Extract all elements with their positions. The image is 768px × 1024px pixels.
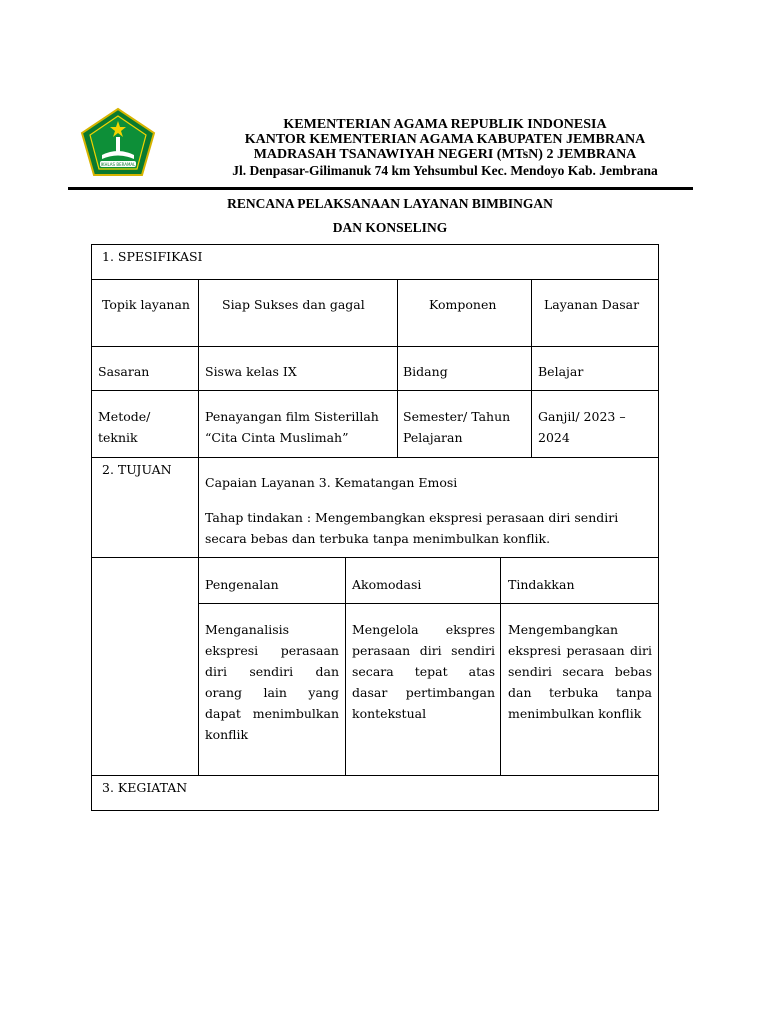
school-address: Jl. Denpasar-Gilimanuk 74 km Yehsumbul Kec. Mendoyo Kab. Jembrana [232,163,658,178]
metode-value: Penayangan film Sisterillah “Cita Cinta Muslimah” [205,409,379,445]
tujuan-heading: 2. TUJUAN [102,462,172,477]
semester-value: Ganjil/ 2023 – 2024 [538,409,626,445]
ministry-name: KEMENTERIAN AGAMA REPUBLIK INDONESIA [283,117,607,132]
sasaran-value: Siswa kelas IX [205,364,297,379]
kegiatan-heading: 3. KEGIATAN [102,780,188,795]
column-tindakkan: Tindakkan [508,577,575,592]
topik-value: Siap Sukses dan gagal [222,297,365,312]
capaian-layanan: Capaian Layanan 3. Kematangan Emosi [205,475,458,490]
office-name: KANTOR KEMENTERIAN AGAMA KABUPATEN JEMBRANA [244,132,646,147]
spesifikasi-heading: 1. SPESIFIKASI [102,249,203,264]
bidang-label: Bidang [403,364,448,379]
column-akomodasi: Akomodasi [352,577,422,592]
sasaran-label: Sasaran [98,364,150,379]
kemenag-logo-icon [80,107,156,177]
document-title-cont: DAN KONSELING [332,220,448,235]
letterhead-divider [68,187,693,190]
column-pengenalan: Pengenalan [205,577,279,592]
topik-label: Topik layanan [102,297,190,312]
semester-label: Semester/ Tahun Pelajaran [403,409,511,445]
bidang-value: Belajar [538,364,584,379]
akomodasi-text: Mengelola ekspres perasaan diri sendiri secara tepat atas dasar pertimbangan kontekstual [352,622,495,721]
pengenalan-text: Menganalisis ekspresi perasaan diri sendiri dan orang lain yang dapat menimbulkan konflik [205,622,339,742]
komponen-label: Komponen [429,297,497,312]
svg-text:IKHLAS BERAMAL: IKHLAS BERAMAL [100,162,136,167]
tindakkan-text: Mengembangkan ekspresi perasaan diri sendiri secara bebas dan terbuka tanpa menimbulkan konflik [508,622,652,721]
komponen-value: Layanan Dasar [544,297,640,312]
document-title: RENCANA PELAKSANAAN LAYANAN BIMBINGAN [227,196,553,211]
letterhead [195,117,695,179]
school-name: MADRASAH TSANAWIYAH NEGERI (MTsN) 2 JEMBRANA [253,147,637,162]
tahap-tindakan: Tahap tindakan : Mengembangkan ekspresi perasaan diri sendiri secara bebas dan terbuka tanpa menimbulkan konflik. [205,510,619,546]
metode-label: Metode/ teknik [98,409,151,445]
